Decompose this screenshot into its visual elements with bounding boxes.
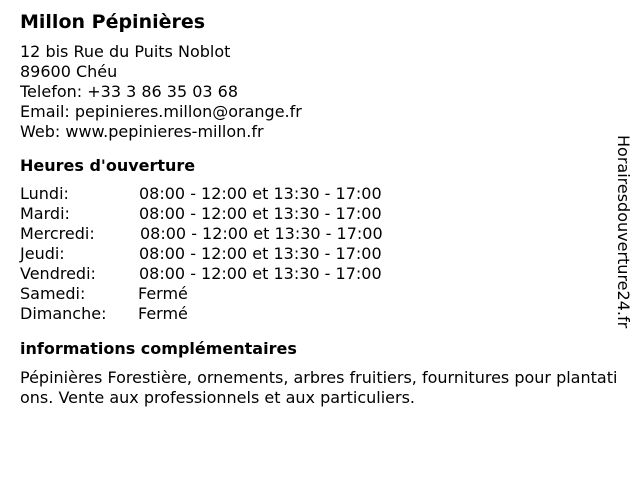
info-description: Pépinières Forestière, ornements, arbres fruitiers, fournitures pour plantations. Vente aux professionnels et aux particuliers. [20, 368, 618, 407]
info-heading: informations complémentaires [20, 339, 297, 358]
day-hours: 08:00 - 12:00 et 13:30 - 17:00 [139, 204, 382, 223]
day-hours: 08:00 - 12:00 et 13:30 - 17:00 [139, 244, 382, 263]
day-label: Mardi: [20, 204, 70, 223]
day-label: Jeudi: [20, 244, 65, 263]
business-card [20, 10, 618, 408]
day-label: Samedi: [20, 284, 86, 303]
day-hours: 08:00 - 12:00 et 13:30 - 17:00 [139, 184, 382, 203]
web-line: Web: www.pepinieres-millon.fr [20, 122, 264, 141]
hours-row-jeudi [20, 244, 618, 264]
day-hours: 08:00 - 12:00 et 13:30 - 17:00 [139, 264, 382, 283]
email-line: Email: pepinieres.millon@orange.fr [20, 102, 302, 121]
address-street: 12 bis Rue du Puits Noblot [20, 42, 231, 61]
day-hours: Fermé [138, 284, 188, 303]
day-hours: 08:00 - 12:00 et 13:30 - 17:00 [140, 224, 383, 243]
phone-line: Telefon: +33 3 86 35 03 68 [20, 82, 239, 101]
hours-heading: Heures d'ouverture [20, 156, 196, 175]
watermark-text: Horairesdouverture24.fr [614, 135, 633, 329]
address-city: 89600 Chéu [20, 62, 118, 81]
hours-row-lundi [20, 184, 618, 204]
hours-row-mardi [20, 204, 618, 224]
day-label: Lundi: [20, 184, 69, 203]
day-label: Vendredi: [20, 264, 96, 283]
hours-row-samedi [20, 284, 618, 304]
day-hours: Fermé [138, 304, 188, 323]
business-name: Millon Pépinières [20, 11, 206, 33]
day-label: Mercredi: [20, 224, 95, 243]
hours-row-dimanche [20, 304, 618, 324]
hours-row-vendredi [20, 264, 618, 284]
site-watermark [611, 135, 635, 369]
day-label: Dimanche: [20, 304, 107, 323]
hours-row-mercredi [20, 224, 618, 244]
